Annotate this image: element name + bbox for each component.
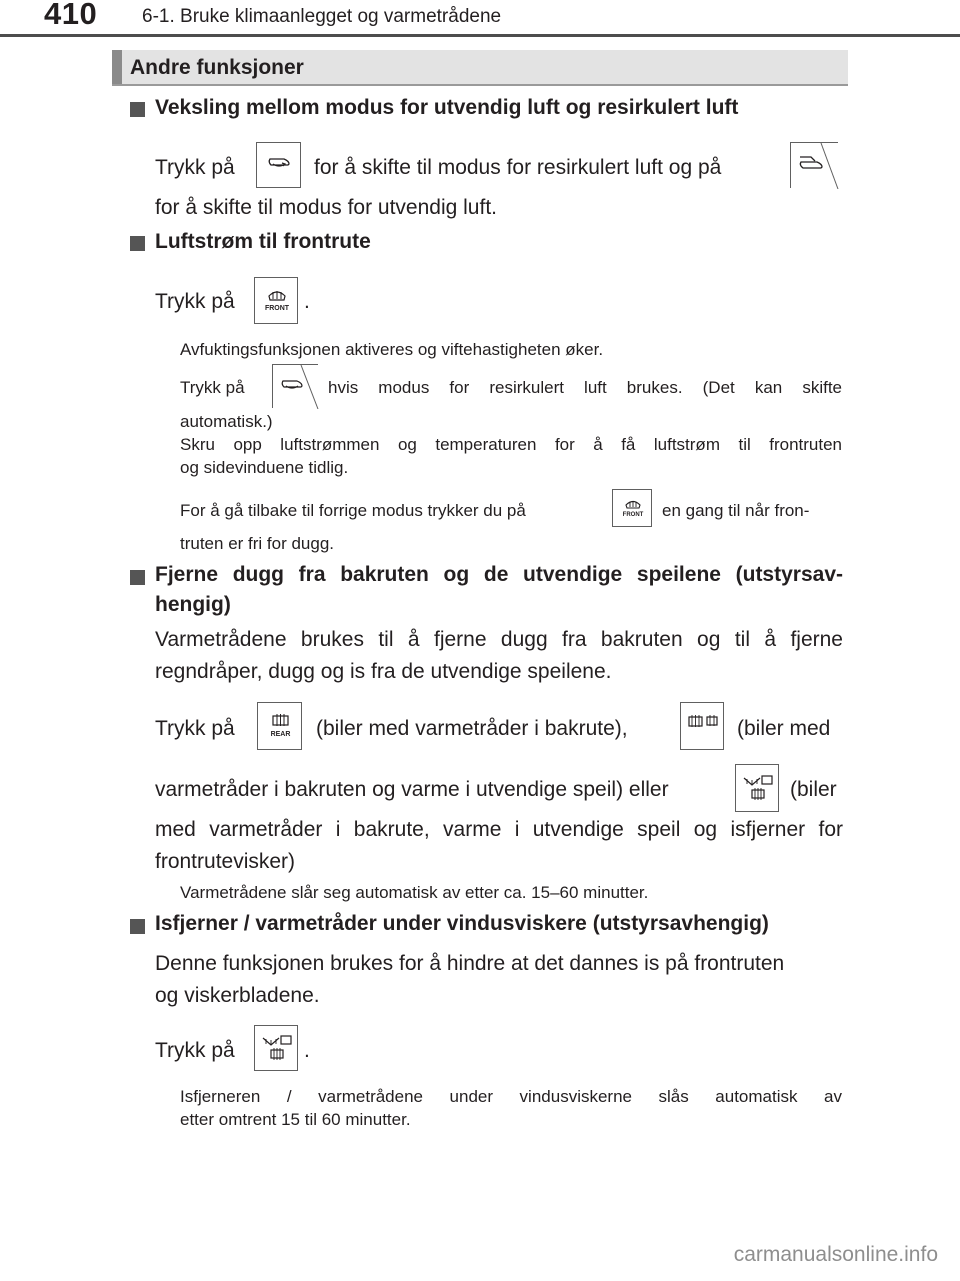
front-label: FRONT — [622, 512, 644, 518]
page-number: 410 — [44, 0, 98, 31]
note: Avfuktingsfunksjonen aktiveres og viftehastigheten øker. — [180, 340, 604, 359]
text: . — [304, 1039, 310, 1062]
note: For å gå tilbake til forrige modus trykker du på — [180, 501, 526, 520]
rear-mirror-defogger-icon — [681, 703, 725, 751]
watermark: carmanualsonline.info — [733, 1243, 938, 1266]
fresh-air-icon — [791, 143, 839, 189]
heading-rear-defogger-cont: hengig) — [155, 593, 231, 616]
text: varmetråder i bakruten og varme i utvendige speil) eller — [155, 778, 669, 801]
text: (biler med varmetråder i bakrute), — [316, 717, 628, 740]
text: (biler — [790, 778, 837, 801]
text: frontrutevisker) — [155, 850, 296, 873]
note: hvis modus for resirkulert luft brukes. (Det kan skifte — [328, 378, 842, 397]
rear-mirror-wiper-deicer-button[interactable] — [735, 764, 779, 812]
recirculation-icon — [257, 143, 302, 189]
section-title: Andre funksjoner — [130, 56, 304, 79]
section-accent — [112, 50, 122, 84]
bullet-square — [130, 236, 145, 251]
chapter-title: 6-1. Bruke klimaanlegget og varmetrådene — [142, 6, 502, 27]
front-defroster-button-small[interactable] — [612, 489, 652, 527]
text: Trykk på — [155, 156, 235, 179]
heading-windshield-airflow: Luftstrøm til frontrute — [155, 230, 371, 253]
note: Varmetrådene slår seg automatisk av etter ca. 15–60 minutter. — [180, 883, 649, 902]
text: og viskerbladene. — [155, 984, 320, 1007]
fresh-air-button[interactable] — [790, 142, 838, 188]
text: Trykk på — [155, 290, 235, 313]
text: Trykk på — [155, 1039, 235, 1062]
text: Trykk på — [155, 717, 235, 740]
front-label: FRONT — [264, 305, 290, 312]
text: for å skifte til modus for resirkulert luft og på — [314, 156, 722, 179]
text: . — [304, 290, 310, 313]
rear-defogger-button[interactable] — [257, 702, 302, 750]
heading-wiper-deicer: Isfjerner / varmetråder under vindusviskere (utstyrsavhengig) — [155, 912, 769, 935]
heading-rear-defogger: Fjerne dugg fra bakruten og de utvendige speilene (utstyrsav- — [155, 563, 843, 586]
note: Trykk på — [180, 378, 245, 397]
section-header — [112, 50, 848, 86]
recirculation-icon — [273, 365, 319, 409]
text: (biler med — [737, 717, 831, 740]
rear-label: REAR — [270, 731, 291, 738]
note: Skru opp luftstrømmen og temperaturen for å få luftstrøm til frontruten — [180, 435, 842, 454]
wiper-deicer-button[interactable] — [254, 1025, 298, 1071]
recirculation-button[interactable] — [256, 142, 301, 188]
note: og sidevinduene tidlig. — [180, 458, 349, 477]
heading-recirculation: Veksling mellom modus for utvendig luft og resirkulert luft — [155, 96, 739, 119]
front-defroster-icon — [255, 278, 299, 325]
bullet-square — [130, 570, 145, 585]
text: regndråper, dugg og is fra de utvendige speilene. — [155, 660, 612, 683]
rear-and-mirror-defogger-button[interactable] — [680, 702, 724, 750]
text: med varmetråder i bakrute, varme i utvendige speil og isfjerner for — [155, 818, 843, 841]
rear-defogger-icon — [258, 703, 303, 751]
note: automatisk.) — [180, 412, 273, 431]
text: Varmetrådene brukes til å fjerne dugg fra bakruten og til å fjerne — [155, 628, 843, 651]
front-defroster-button[interactable] — [254, 277, 298, 324]
note: etter omtrent 15 til 60 minutter. — [180, 1110, 411, 1129]
front-defroster-icon — [613, 490, 653, 528]
bullet-square — [130, 102, 145, 117]
text: for å skifte til modus for utvendig luft. — [155, 196, 497, 219]
note: en gang til når fron- — [662, 501, 810, 520]
note: Isfjerneren / varmetrådene under vindusviskerne slås automatisk av — [180, 1087, 842, 1106]
wiper-deicer-icon — [736, 765, 780, 813]
recirculation-button-small[interactable] — [272, 364, 318, 408]
note: truten er fri for dugg. — [180, 534, 335, 553]
wiper-deicer-icon — [255, 1026, 299, 1072]
header-rule — [0, 34, 960, 37]
text: Denne funksjonen brukes for å hindre at det dannes is på frontruten — [155, 952, 785, 975]
bullet-square — [130, 919, 145, 934]
